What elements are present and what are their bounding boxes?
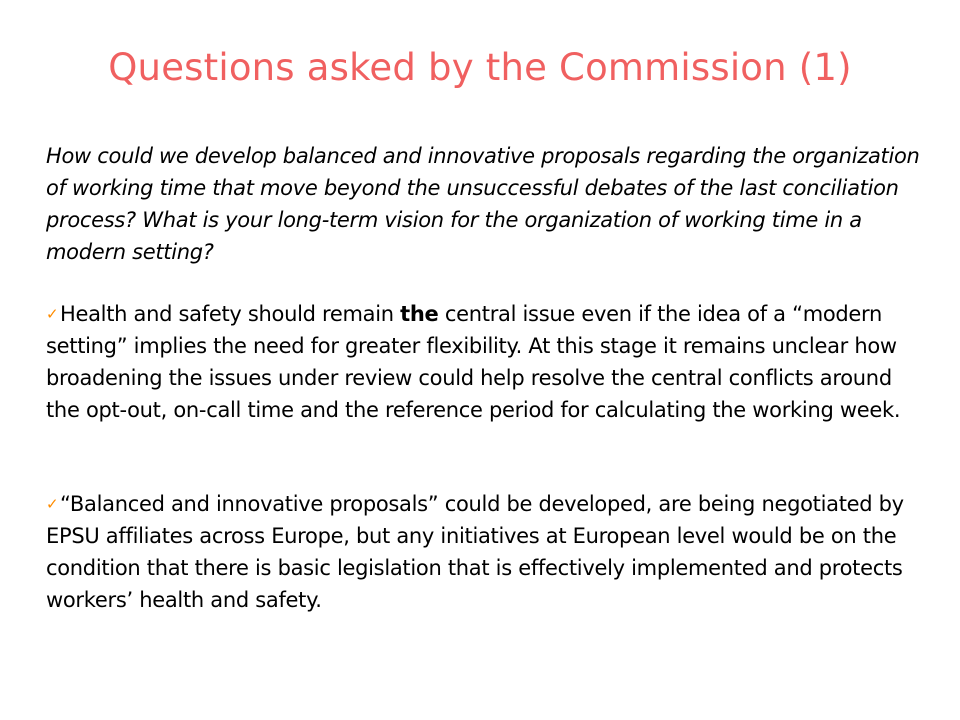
bullet-1-emphasis: the (400, 302, 439, 326)
bullet-2-text: “Balanced and innovative proposals” could be developed, are being negotiated by EPSU affiliates across Europe, but any initiatives at European level would be on the condition that there is basic legislation that is effectively implemented and protects workers’ health and safety. (46, 492, 904, 612)
bullet-1-text-before: Health and safety should remain (60, 302, 401, 326)
question-text: How could we develop balanced and innovative proposals regarding the organization of working time that move beyond the unsuccessful debates of the last conciliation process? What is your long-term vision for the organization of working time in a modern setting? (46, 144, 920, 264)
slide-title: Questions asked by the Commission (1) (108, 46, 852, 89)
checkmark-icon: ✓ (46, 495, 59, 513)
bullet-point-2 (46, 488, 926, 616)
checkmark-icon: ✓ (46, 305, 59, 323)
bullet-point-1 (46, 298, 926, 426)
bullet-1-text-after: central issue even if the idea of a “modern setting” implies the need for greater flexibility. At this stage it remains unclear how broadening the issues under review could help resolve the central conflicts around the opt-out, on-call time and the reference period for calculating the working week. (46, 302, 901, 422)
